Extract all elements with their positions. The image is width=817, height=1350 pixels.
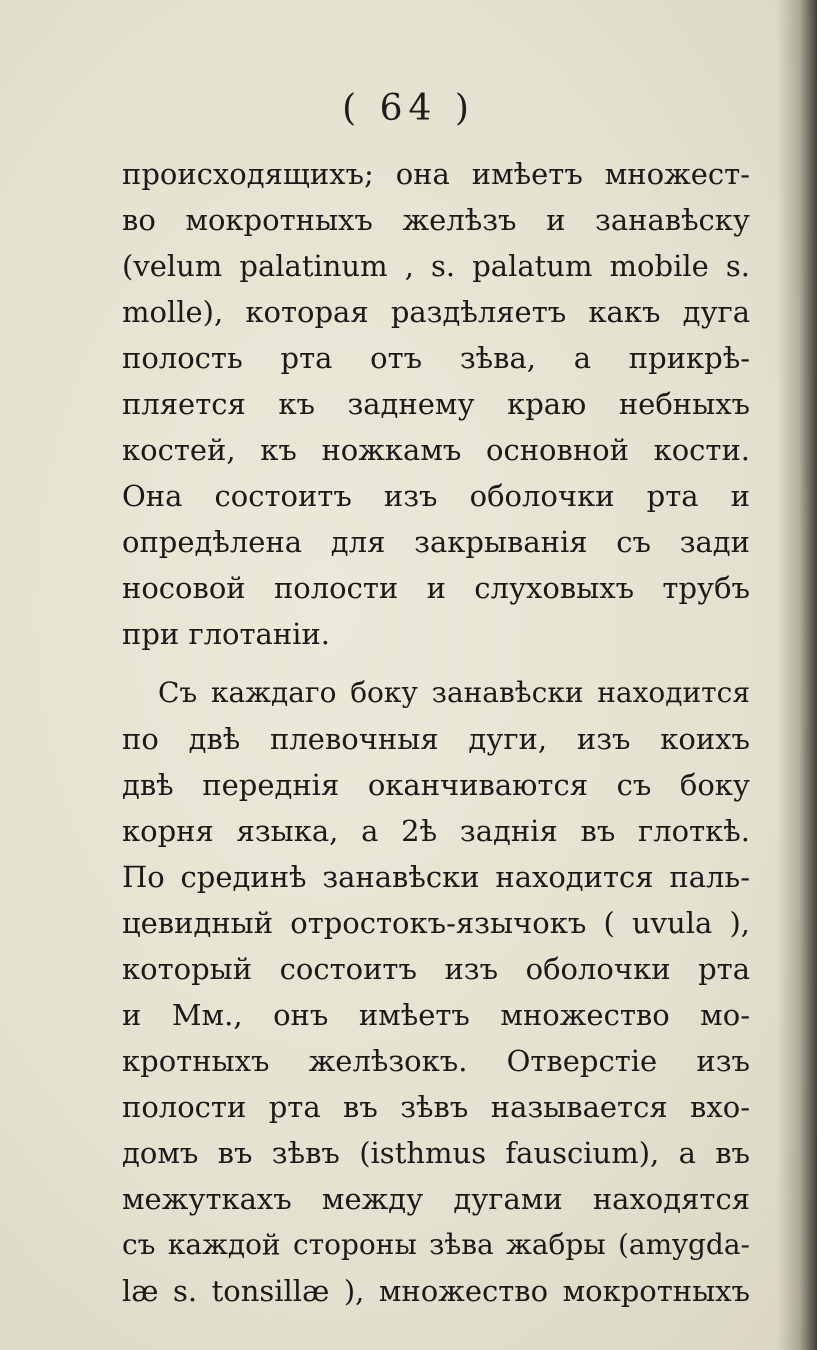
text-line: Съ каждаго боку занавѣски находится — [158, 676, 750, 709]
text-line: По срединѣ занавѣски находится паль- — [122, 860, 750, 894]
body-text — [122, 151, 750, 1314]
text-line: во мокротныхъ желѣзъ и занавѣску — [122, 203, 750, 237]
text-line: при глотаніи. — [122, 617, 330, 651]
text-line: происходящихъ; она имѣетъ множест- — [122, 157, 750, 191]
text-line: полости рта въ зѣвъ называется вхо- — [122, 1090, 750, 1124]
paragraph-2 — [122, 670, 750, 1314]
text-line: пляется къ заднему краю небныхъ — [122, 387, 750, 421]
text-line: (velum palatinum , s. palatum mobile s. — [122, 249, 750, 283]
text-line: цевидный отростокъ-язычокъ ( uvula ), — [122, 906, 750, 940]
paragraph-1 — [122, 151, 750, 657]
text-line: носовой полости и слуховыхъ трубъ — [122, 571, 750, 605]
text-line: двѣ переднія оканчиваются съ боку — [122, 768, 750, 802]
text-line: который состоитъ изъ оболочки рта — [122, 952, 750, 986]
text-line: корня языка, а 2ѣ заднія въ глоткѣ. — [122, 814, 750, 848]
text-line: кротныхъ желѣзокъ. Отверстіе изъ — [122, 1044, 750, 1078]
page-number: ( 64 ) — [342, 88, 475, 129]
text-line: и Мм., онъ имѣетъ множество мо- — [122, 998, 750, 1032]
text-line: по двѣ плевочныя дуги, изъ коихъ — [122, 722, 750, 756]
text-line: опредѣлена для закрыванія съ зади — [122, 525, 750, 559]
text-line: полость рта отъ зѣва, а прикрѣ- — [122, 341, 750, 375]
text-line: съ каждой стороны зѣва жабры (amygda- — [122, 1228, 750, 1261]
text-line: домъ въ зѣвъ (isthmus fauscium), а въ — [122, 1136, 750, 1170]
text-line: межуткахъ между дугами находятся — [122, 1182, 750, 1216]
text-line: læ s. tonsillæ ), множество мокротныхъ — [122, 1274, 750, 1308]
text-line: костей, къ ножкамъ основной кости. — [122, 433, 750, 467]
text-line: molle), которая раздѣляетъ какъ дуга — [122, 295, 750, 329]
text-line: Она состоитъ изъ оболочки рта и — [122, 479, 750, 513]
page-edge-shadow — [777, 0, 817, 1350]
